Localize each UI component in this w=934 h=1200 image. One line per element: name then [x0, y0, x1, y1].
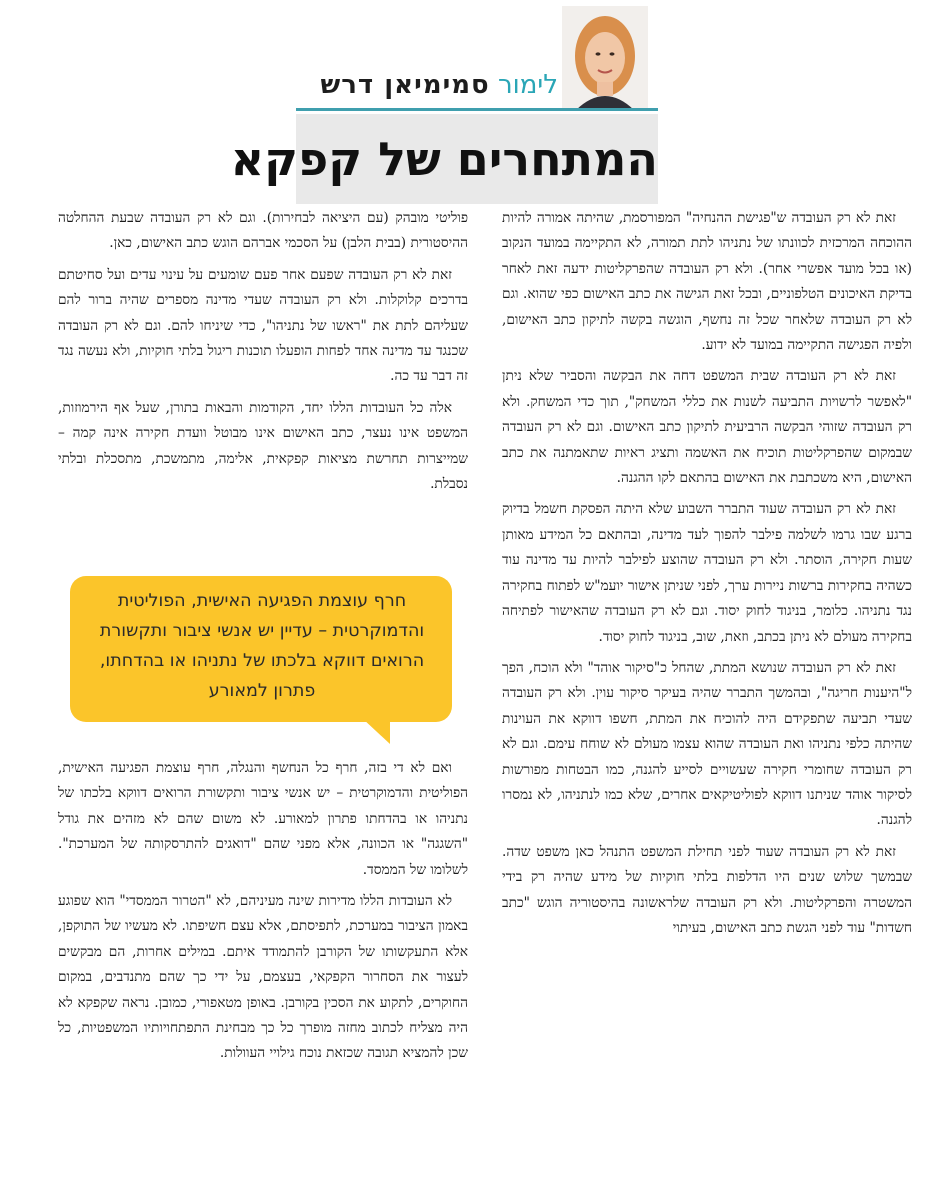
- article-column-right: [502, 206, 912, 947]
- byline-last-name: סמימיאן דרש: [320, 70, 490, 100]
- paragraph: זאת לא רק העובדה שעוד התברר השבוע שלא היתה הפסקת חשמל בדיוק ברגע שבו גרמו לשלמה פילבר להפוך לעד מדינה, ובהתאם כל המידע מאותן שעות חקירה, הוסתר. ולא רק העובדה שהוצע לפילבר להיות עד מדינה עוד כשהיה בחקירות ברשות ניירות ערך, לפני שניתן אישור יועמ"ש לפתוח בחקירה נגד נתניהו. כלומר, בניגוד לחוק יסוד. וגם לא רק העובדה שהאישור לפתיחה בחקירה מעולם לא ניתן בכתב, וזאת, שוב, בניגוד לחוק יסוד.: [502, 501, 912, 645]
- paragraph: לא העובדות הללו מדירות שינה מעיניהם, לא "הטרור הממסדי" הוא שפוגע באמון הציבור במערכת, לתפיסתם, אלא עצם חשיפתו. לא מעשיו של התוקפן, אלא התעקשותו של הקורבן להתמודד איתם. במילים אחרות, הם מבקשים לעצור את הסחרור הקפקאי, בעצמם, על ידי כך שהם מתנדבים, במקום החוקרים, לתקוע את הסכין בקורבן. באופן מטאפורי, כמובן. נראה שקפקא לא היה מצליח לכתוב מחזה מופרך כל כך מבחינת התפתחויותיו המשפטיות, כל שכן להמציא תגובה שכזאת נוכח גילויי העוולות.: [58, 893, 468, 1062]
- article-column-left-lower: [58, 756, 468, 1073]
- pull-quote: חרף עוצמת הפגיעה האישית, הפוליטית והדמוקרטית – עדיין יש אנשי ציבור ותקשורת הרואים דווקא בלכתו של נתניהו או בהדחתו, פתרון למאורע: [99, 591, 425, 701]
- byline-first-name: לימור: [497, 70, 558, 100]
- byline-divider: [296, 108, 658, 111]
- paragraph: ואם לא די בזה, חרף כל הנחשף והנגלה, חרף עוצמת הפגיעה האישית, הפוליטית והדמוקרטית – יש אנשי ציבור ותקשורת הרואים דווקא בלכתו של נתניהו או בהדחתו פתרון למאורע. לא משום שהם לא מזהים את גודל "השגגה" או הכוונה, אלא מפני שהם "דואגים להתרסקותה של המערכת". לשלומו של הממסד.: [58, 760, 468, 878]
- page-title: המתחרים של קפקא: [296, 114, 658, 204]
- paragraph: פוליטי מובהק (עם היציאה לבחירות). וגם לא רק העובדה שבעת ההחלטה ההיסטורית (בבית הלבן) על הסכמי אברהם הוגש כתב האישום, כאן.: [58, 210, 468, 252]
- paragraph: זאת לא רק העובדה שבית המשפט דחה את הבקשה והסביר שלא ניתן "לאפשר לרשויות התביעה לשנות את כללי המשחק", תוך כדי המשחק. ולא רק העובדה שזוהי הבקשה הרביעית לתיקון כתב האישום. וגם לא רק העובדה שבמקום שהפרקליטות תוכיח את האשמה ותציג ראיות שתאמתנה את כתב האישום, היא משכתבת את האישום בהתאם לקו ההגנה.: [502, 368, 912, 487]
- author-photo: [562, 6, 648, 110]
- pull-quote-tail: [362, 718, 390, 744]
- author-portrait-icon: [562, 6, 648, 110]
- paragraph: זאת לא רק העובדה ש"פגישת ההנחיה" המפורסמת, שהיתה אמורה להיות ההוכחה המרכזית לכוונתו של נתניהו לתת תמורה, לא התקיימה במועד הנקוב (או בכל מועד אפשרי אחר). ולא רק העובדה שהפרקליטות ידעה זאת לאחר בדיקת האיכונים הטלפוניים, ובכל זאת הגישה את כתב האישום כפי שהוא. וגם לא רק העובדה שלאחר שכל זה נחשף, הוגשה בקשה לתיקון כתב האישום, ולפיה הפגישה התקיימה במועד לא ידוע.: [502, 210, 912, 354]
- paragraph: זאת לא רק העובדה שעוד לפני תחילת המשפט התנהל כאן משפט שדה. שבמשך שלוש שנים היו הדלפות בלתי חוקיות של מידע שהיה רק בידי המשטרה והפרקליטות. ולא רק העובדה שלראשונה בהיסטוריה הוגש "כתב חשדות" עוד לפני הגשת כתב האישום, בעיתוי: [502, 843, 912, 936]
- byline: [296, 70, 558, 100]
- paragraph: זאת לא רק העובדה שפעם אחר פעם שומעים על עינוי עדים ועל סחיטתם בדרכים קלוקלות. ולא רק העובדה שעדי מדינה מספרים שהיה ברור להם שעליהם לתת את "ראשו של נתניהו", כדי שיניחו להם. וגם לא רק העובדה שכנגד עד מדינה אחד לפחות הופעלו תוכנות ריגול בלתי חוקיות, ולא נעשה נגד זה דבר עד כה.: [58, 266, 468, 385]
- paragraph: זאת לא רק העובדה שנושא המתת, שהחל כ"סיקור אוהד" ולא הוכח, הפך ל"היענות חריגה", ובהמשך התברר שהיה בעיקר סיקור עוין. ולא רק העובדה שעדי תביעה שתפקידם היה להוכיח את המתת, חשפו דווקא את העוינות שהיתה כלפי נתניהו ואת העובדה שהוא עצמו מעולם לא שוחח עימם. וגם לא רק העובדה שחומרי חקירה שעשויים לסייע להגנה, כמו הבטחות מפורשות לסיקור אוהד שניתנו דווקא לפוליטיקאים אחרים, שלא כמו לנתניהו, לא נמסרו להגנה.: [502, 659, 912, 829]
- paragraph: אלה כל העובדות הללו יחד, הקודמות והבאות בתורן, שעל אף הירמוזות, המשפט אינו נעצר, כתב האישום אינו מבוטל וועדת חקירה אינה קמה – שמייצרות תחרשת מציאות קפקאית, אלימה, מתמשכת, מתסכלת ובלתי נסבלת.: [58, 399, 468, 493]
